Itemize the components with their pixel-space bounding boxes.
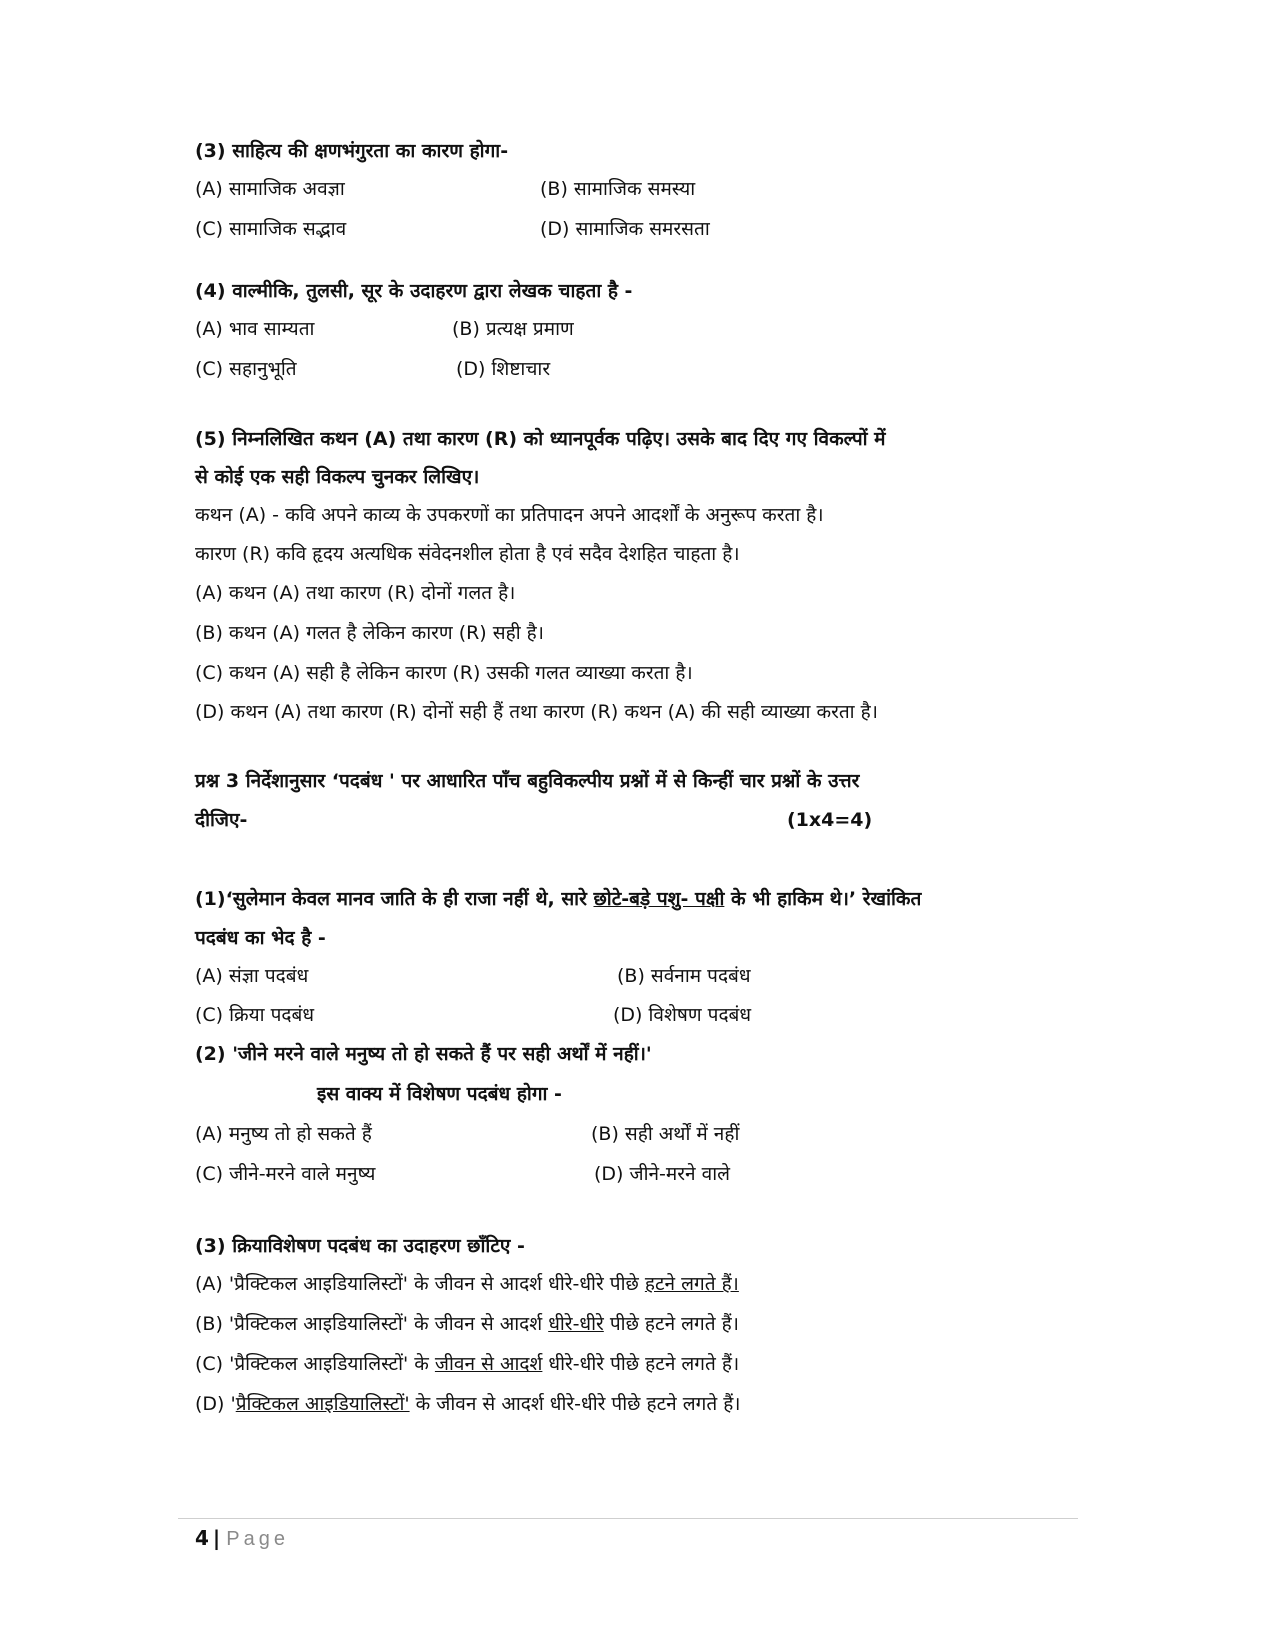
option-text: (B) 'प्रैक्टिकल आइडियालिस्टों' के जीवन से आदर्श	[195, 1313, 549, 1335]
option-c: (C) जीने-मरने वाले मनुष्य	[195, 1163, 376, 1185]
option-b: (B) सर्वनाम पदबंध	[617, 965, 751, 987]
underlined-phrase: जीवन से आदर्श	[434, 1353, 543, 1375]
option-b: (B) सामाजिक समस्या	[540, 178, 696, 200]
section-3-heading-line1: प्रश्न 3 निर्देशानुसार ‘पदबंध ' पर आधारित पाँच बहुविकल्पीय प्रश्नों में से किन्हीं चार प्रश्नों के उत्तर	[195, 770, 860, 792]
option-b: (B) सही अर्थों में नहीं	[591, 1123, 740, 1145]
page-footer	[195, 1524, 289, 1553]
underlined-phrase: प्रैक्टिकल आइडियालिस्टों'	[235, 1393, 410, 1415]
option-a: (A) संज्ञा पदबंध	[195, 965, 309, 987]
option-d: (D) विशेषण पदबंध	[613, 1004, 752, 1026]
option-a: (A) भाव साम्यता	[195, 318, 315, 340]
underlined-phrase: धीरे-धीरे	[548, 1313, 604, 1335]
option-a: (A) मनुष्य तो हो सकते हैं	[195, 1123, 372, 1145]
option-c: (C) सामाजिक सद्भाव	[195, 218, 347, 240]
option-d	[195, 1390, 741, 1418]
option-text: के जीवन से आदर्श धीरे-धीरे पीछे हटने लगते हैं।	[409, 1393, 741, 1415]
page-label: Page	[226, 1528, 289, 1550]
question-3-5-line2: से कोई एक सही विकल्प चुनकर लिखिए।	[195, 466, 480, 488]
option-a	[195, 1270, 739, 1298]
question-text-post: के भी हाकिम थे।’ रेखांकित	[724, 888, 922, 910]
option-a: (A) सामाजिक अवज्ञा	[195, 178, 345, 200]
reason-text: कारण (R) कवि हृदय अत्यधिक संवेदनशील होता है एवं सदैव देशहित चाहता है।	[195, 543, 740, 565]
question-3-3: (3) साहित्य की क्षणभंगुरता का कारण होगा-	[195, 140, 509, 162]
option-d: (D) कथन (A) तथा कारण (R) दोनों सही हैं तथा कारण (R) कथन (A) की सही व्याख्या करता है।	[195, 701, 878, 723]
padbandh-question-1-line2: पदबंध का भेद है -	[195, 927, 326, 949]
footer-divider	[178, 1518, 1078, 1519]
section-3-marks: (1x4=4)	[787, 809, 873, 831]
option-b	[195, 1310, 739, 1338]
option-b: (B) प्रत्यक्ष प्रमाण	[452, 318, 574, 340]
page-number: 4	[195, 1526, 209, 1550]
option-text: पीछे हटने लगते हैं।	[603, 1313, 739, 1335]
option-d: (D) शिष्टाचार	[456, 358, 551, 380]
option-d: (D) जीने-मरने वाले	[594, 1163, 730, 1185]
option-c: (C) कथन (A) सही है लेकिन कारण (R) उसकी गलत व्याख्या करता है।	[195, 662, 693, 684]
option-text: (A) 'प्रैक्टिकल आइडियालिस्टों' के जीवन से आदर्श धीरे-धीरे पीछे	[195, 1273, 645, 1295]
option-d: (D) सामाजिक समरसता	[540, 218, 710, 240]
padbandh-question-2: (2) 'जीने मरने वाले मनुष्य तो हो सकते हैं पर सही अर्थों में नहीं।'	[195, 1043, 652, 1065]
section-3-heading-line2: दीजिए-	[195, 809, 248, 831]
footer-separator: |	[212, 1526, 221, 1550]
option-b: (B) कथन (A) गलत है लेकिन कारण (R) सही है।	[195, 622, 544, 644]
option-text: (D) '	[195, 1393, 236, 1415]
padbandh-question-3: (3) क्रियाविशेषण पदबंध का उदाहरण छाँटिए -	[195, 1235, 525, 1257]
question-3-5-line1: (5) निम्नलिखित कथन (A) तथा कारण (R) को ध्यानपूर्वक पढ़िए। उसके बाद दिए गए विकल्पों में	[195, 428, 886, 450]
underlined-phrase: हटने लगते हैं।	[644, 1273, 739, 1295]
option-c	[195, 1350, 739, 1378]
question-text-pre: (1)‘सुलेमान केवल मानव जाति के ही राजा नहीं थे, सारे	[195, 888, 594, 910]
option-text: (C) 'प्रैक्टिकल आइडियालिस्टों' के	[195, 1353, 435, 1375]
padbandh-question-2-sub: इस वाक्य में विशेषण पदबंध होगा -	[317, 1083, 562, 1105]
option-text: धीरे-धीरे पीछे हटने लगते हैं।	[542, 1353, 740, 1375]
underlined-phrase: छोटे-बड़े पशु- पक्षी	[593, 888, 725, 910]
padbandh-question-1	[195, 885, 921, 913]
option-c: (C) सहानुभूति	[195, 358, 297, 380]
option-c: (C) क्रिया पदबंध	[195, 1004, 315, 1026]
question-3-4: (4) वाल्मीकि, तुलसी, सूर के उदाहरण द्वारा लेखक चाहता है -	[195, 280, 633, 302]
assertion-text: कथन (A) - कवि अपने काव्य के उपकरणों का प्रतिपादन अपने आदर्शों के अनुरूप करता है।	[195, 504, 824, 526]
option-a: (A) कथन (A) तथा कारण (R) दोनों गलत है।	[195, 582, 516, 604]
